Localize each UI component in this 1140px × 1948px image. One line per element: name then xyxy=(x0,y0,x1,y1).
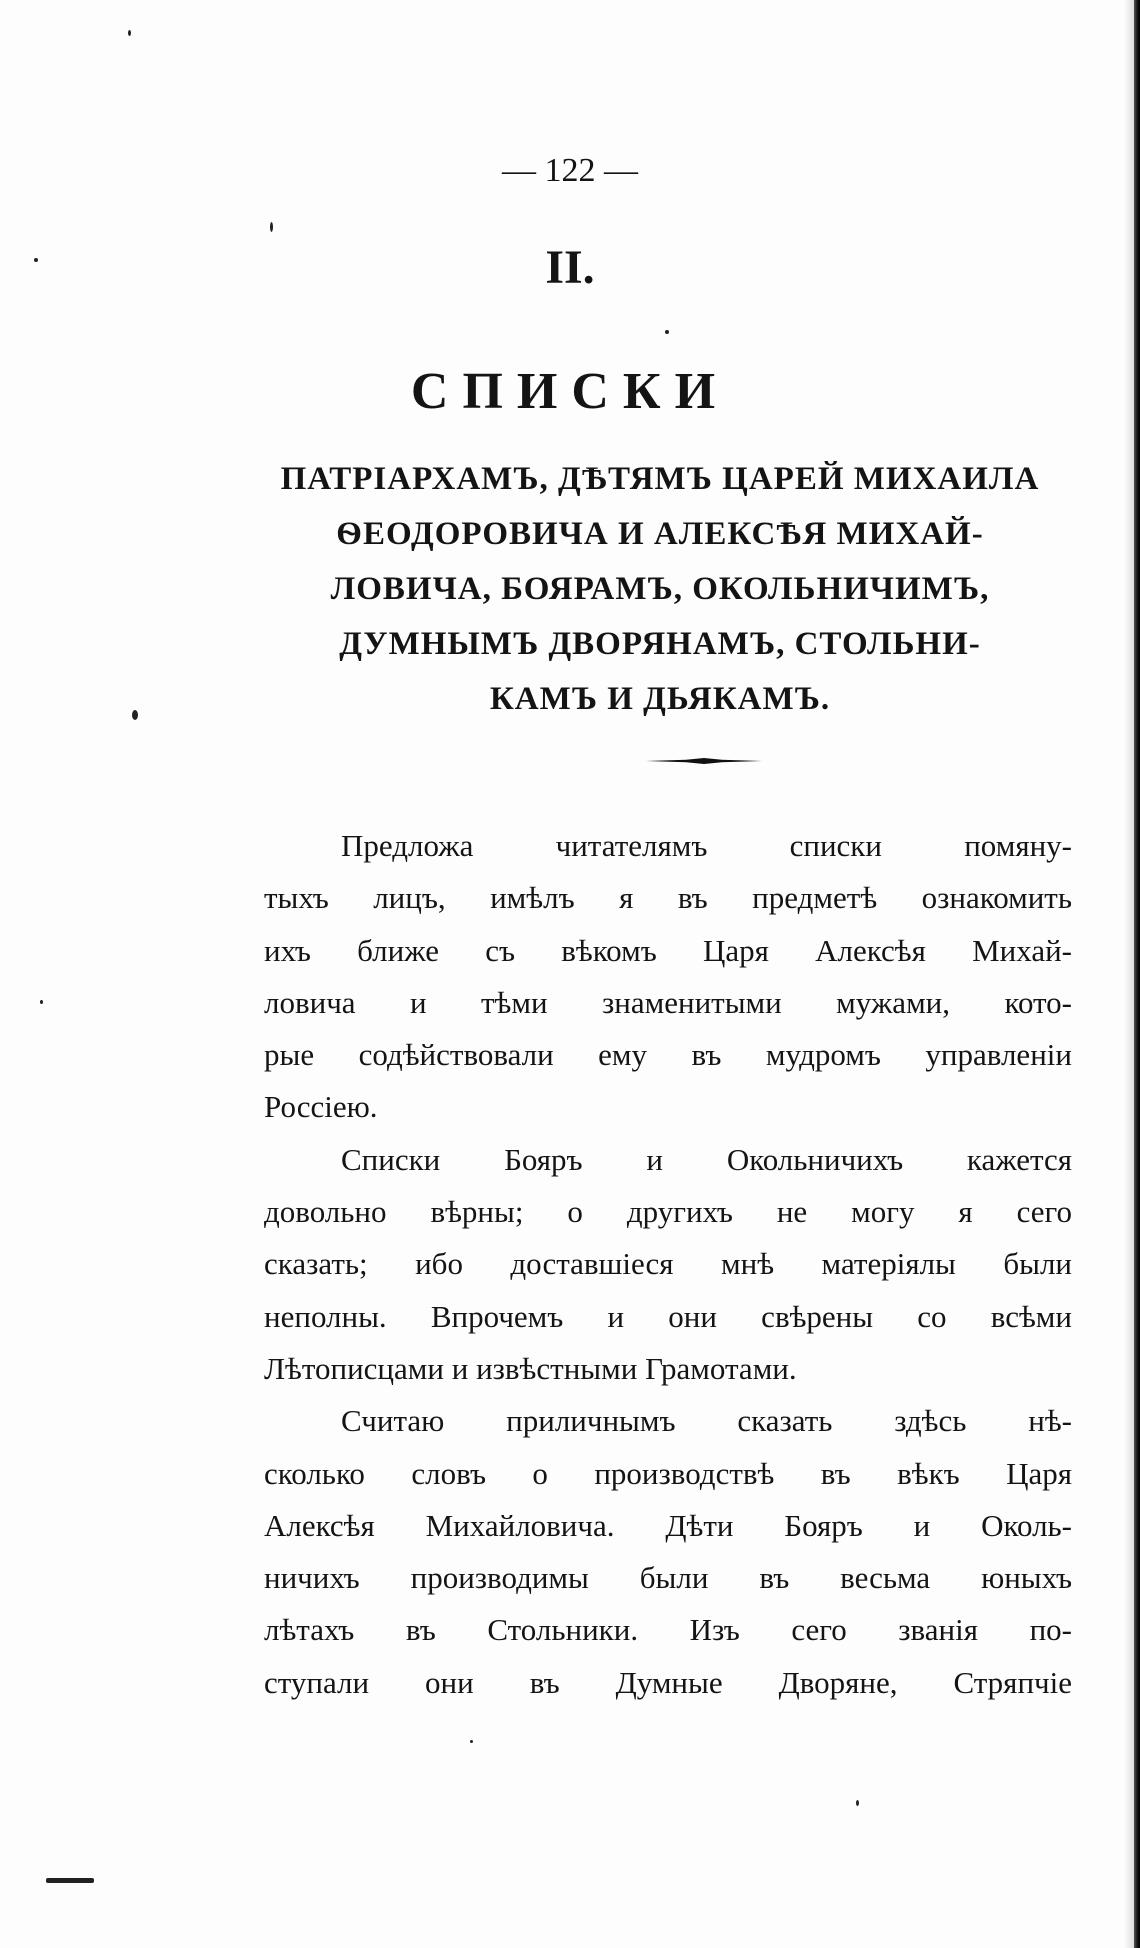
text-line: довольно вѣрны; о другихъ не могу я сего xyxy=(264,1194,1072,1230)
scan-speck xyxy=(128,30,131,36)
subtitle-line: ДУМНЫМЪ ДВОРЯНАМЪ, СТОЛЬНИ- xyxy=(339,626,981,662)
subtitle-line: ЛОВИЧА, БОЯРАМЪ, ОКОЛЬНИЧИМЪ, xyxy=(330,571,990,607)
text-line: ихъ ближе съ вѣкомъ Царя Алексѣя Михай- xyxy=(264,932,1072,968)
text-line: сказать; ибо доставшіеся мнѣ матеріялы были xyxy=(264,1246,1072,1282)
scan-speck xyxy=(856,1800,859,1806)
text-line: Россіею. xyxy=(264,1089,378,1125)
subtitle-line: КАМЪ И ДЬЯКАМЪ. xyxy=(489,681,831,717)
scan-speck xyxy=(665,330,669,334)
body-text xyxy=(264,820,1072,1709)
text-line: тыхъ лицъ, имѣлъ я въ предметѣ ознакомить xyxy=(264,880,1072,916)
section-number: II. xyxy=(545,241,595,294)
scan-speck xyxy=(470,1740,473,1743)
scan-speck xyxy=(34,258,38,262)
scan-speck xyxy=(132,710,138,720)
text-line: Списки Бояръ и Окольничихъ кажется xyxy=(341,1141,1072,1177)
text-line: неполны. Впрочемъ и они свѣрены со всѣми xyxy=(264,1298,1072,1334)
text-line: ничихъ производимы были въ весьма юныхъ xyxy=(264,1560,1072,1596)
text-line: рые содѣйствовали ему въ мудромъ управленіи xyxy=(264,1037,1072,1073)
subtitle xyxy=(250,452,1070,727)
page-number: — 122 — xyxy=(502,152,638,189)
scan-speck xyxy=(46,1878,94,1883)
text-line: Считаю приличнымъ сказать здѣсь нѣ- xyxy=(341,1403,1072,1439)
subtitle-line: ѲЕОДОРОВИЧА И АЛЕКСѢЯ МИХАЙ- xyxy=(336,516,984,552)
main-title: СПИСКИ xyxy=(410,363,730,420)
text-line: ловича и тѣми знаменитыми мужами, кото- xyxy=(264,984,1072,1020)
text-line: Предложа читателямъ списки помяну- xyxy=(341,828,1072,863)
text-line: сколько словъ о производствѣ въ вѣкъ Царя xyxy=(264,1455,1072,1491)
scan-speck xyxy=(40,1000,43,1004)
scan-speck xyxy=(270,222,273,232)
text-line: Алексѣя Михайловича. Дѣти Бояръ и Околь- xyxy=(264,1507,1072,1543)
text-line: лѣтахъ въ Стольники. Изъ сего званія по- xyxy=(264,1612,1072,1648)
text-line: Лѣтописцами и извѣстными Грамотами. xyxy=(264,1350,797,1386)
text-line: ступали они въ Думные Дворяне, Стряпчіе xyxy=(264,1664,1072,1700)
ornamental-rule xyxy=(646,756,762,766)
subtitle-line: ПАТРІАРХАМЪ, ДѢТЯМЪ ЦАРЕЙ МИХАИЛА xyxy=(280,461,1040,497)
